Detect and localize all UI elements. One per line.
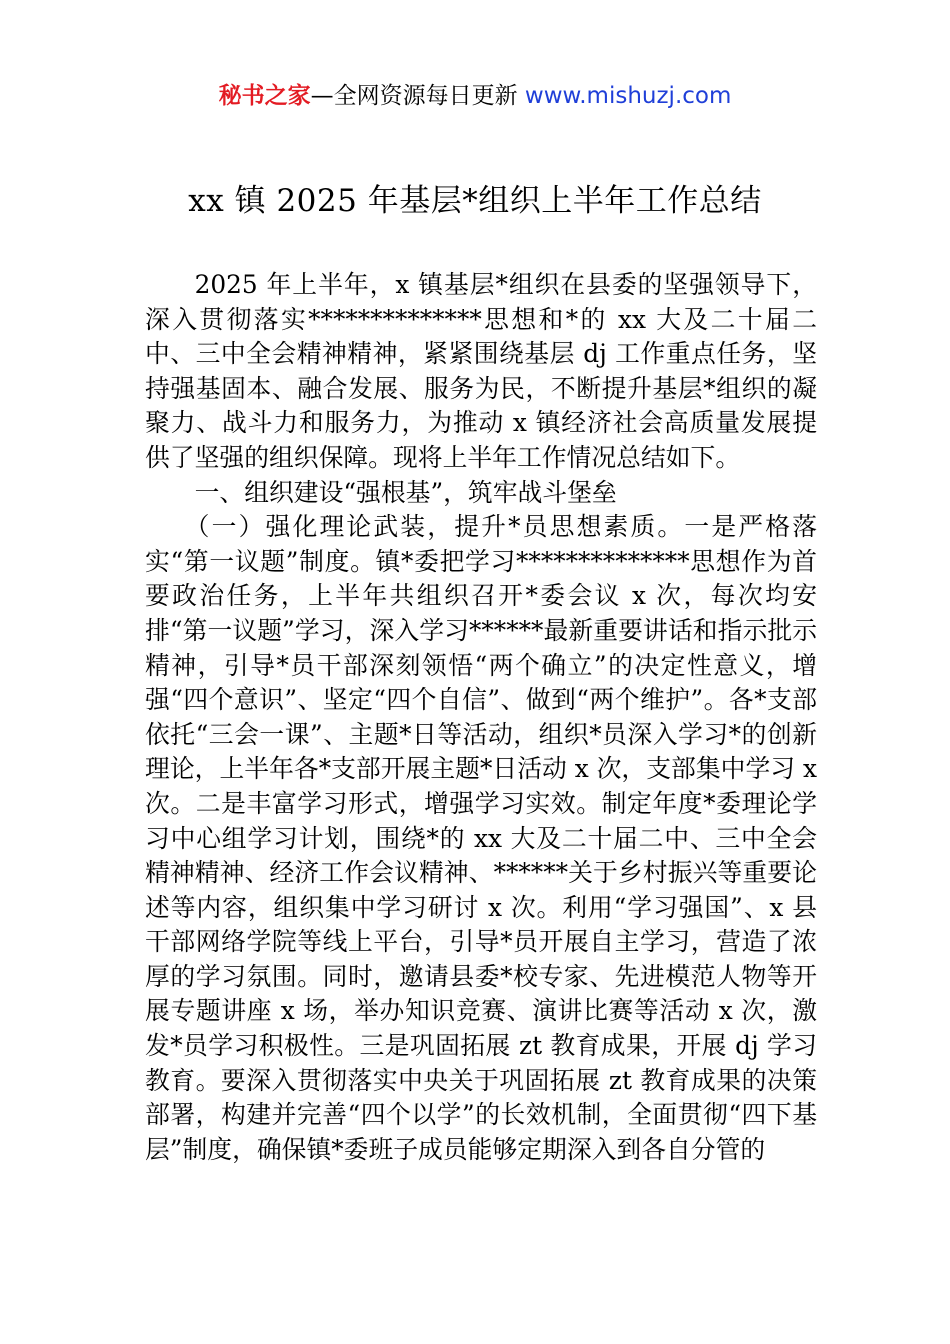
site-url-link[interactable]: www.mishuzj.com [524,83,732,109]
site-header [0,80,950,112]
document-title: xx 镇 2025 年基层*组织上半年工作总结 [188,183,762,219]
site-name: 秘书之家 [218,83,311,109]
subsection-paragraph: （一）强化理论武装，提升*员思想素质。一是严格落实“第一议题”制度。镇*委把学习**************思想作为首要政治任务，上半年共组织召开*委会议 x 次，每次均安排“第一议题”学习，深入学习******最新重要讲话和指示批示精神，引导*员干部深刻领悟“两个确立”的决定性意义，增强“四个意识”、坚定“四个自信”、做到“两个维护”。各*支部依托“三会一课”、主题*日等活动，组织*员深入学习*的创新理论，上半年各*支部开展主题*日活动 x 次，支部集中学习 x 次。二是丰富学习形式，增强学习实效。制定年度*委理论学习中心组学习计划，围绕*的 xx 大及二十届二中、三中全会精神精神、经济工作会议精神、******关于乡村振兴等重要论述等内容，组织集中学习研讨 x 次。利用“学习强国”、x 县干部网络学院等线上平台，引导*员开展自主学习，营造了浓厚的学习氛围。同时，邀请县委*校专家、先进模范人物等开展专题讲座 x 场，举办知识竞赛、演讲比赛等活动 x 次，激发*员学习积极性。三是巩固拓展 zt 教育成果，开展 dj 学习教育。要深入贯彻落实中央关于巩固拓展 zt 教育成果的决策部署，构建并完善“四个以学”的长效机制，全面贯彻“四下基层”制度，确保镇*委班子成员能够定期深入到各自分管的 [145,512,817,1164]
site-tagline: —全网资源每日更新 [310,83,525,109]
section-heading: 一、组织建设“强根基”，筑牢战斗堡垒 [194,477,617,507]
document-body [145,268,817,1167]
intro-paragraph: 2025 年上半年，x 镇基层*组织在县委的坚强领导下，深入贯彻落实**************思想和*的 xx 大及二十届二中、三中全会精神精神，紧紧围绕基层 dj 工作重点任务，坚持强基固本、融合发展、服务为民，不断提升基层*组织的凝聚力、战斗力和服务力，为推动 x 镇经济社会高质量发展提供了坚强的组织保障。现将上半年工作情况总结如下。 [145,270,817,472]
